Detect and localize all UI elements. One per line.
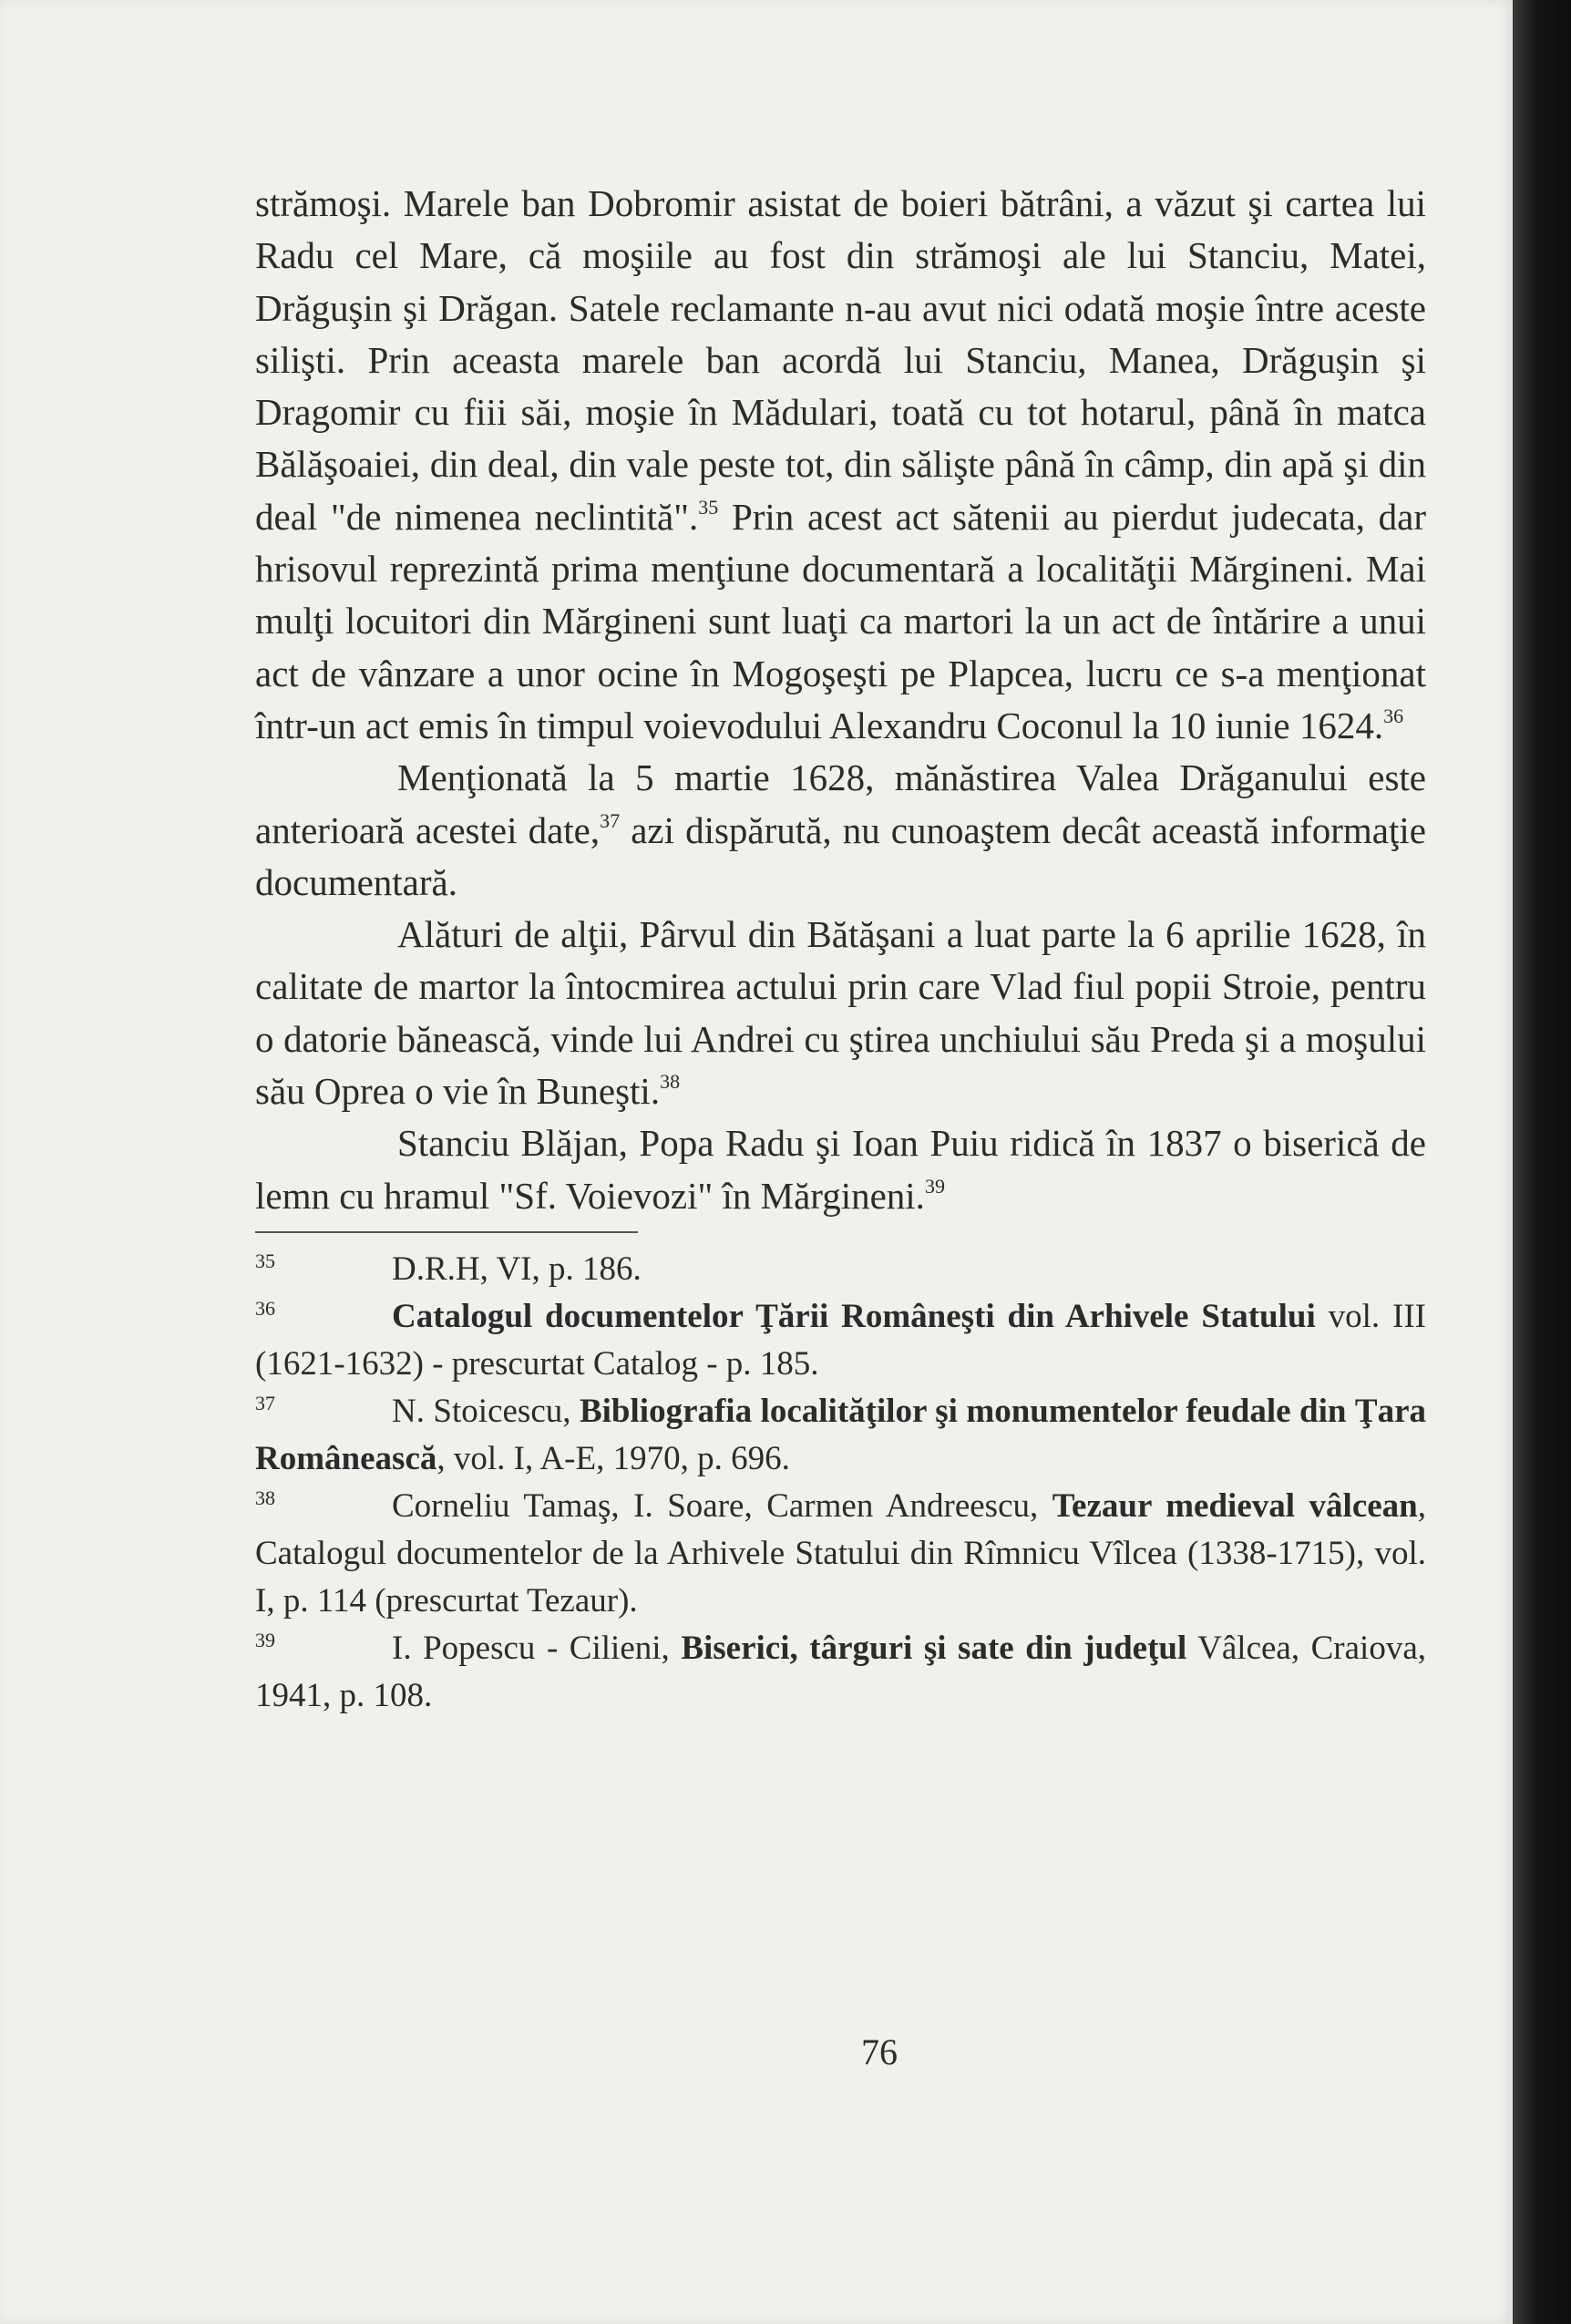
footnote-ref-39: 39 — [924, 1174, 945, 1198]
footnote-ref-37: 37 — [600, 808, 621, 832]
paragraph-3: Alături de alţii, Pârvul din Bătăşani a luat parte la 6 aprilie 1628, în calitate de martor la întocmirea actului prin care Vlad fiul popii Stroie, pentru o datorie bănească, vinde lui Andrei cu ştirea unchiului său Preda şi a moşului său Oprea o vie în Buneşti.$^{38}$ — [255, 913, 1426, 1113]
footnotes — [255, 1246, 1426, 1720]
footnote-ref-38: 38 — [660, 1070, 681, 1094]
footnote-35: 35 D.R.H, VI, p. 186. — [255, 1249, 642, 1288]
footnote-39: 39 I. Popescu - Cilieni, Biserici, târguri şi sate din judeţul Vâlcea, Craiova, 1941, p. 108. — [255, 1628, 1427, 1714]
footnote-36: 36 Catalogul documentelor Ţării Româneşti din Arhivele Statului vol. III (1621-1632) - prescurtat Catalog - p. 185. — [255, 1296, 1426, 1383]
footnote-38: 38 Corneliu Tamaş, I. Soare, Carmen Andreescu, Tezaur medieval vâlcean, Catalogul documentelor de la Arhivele Statului din Rîmnicu Vîlcea (1338-1715), vol. I, p. 114 (prescurtat Tezaur). — [255, 1486, 1426, 1620]
paragraph-2: Menţionată la 5 martie 1628, mănăstirea Valea Drăganului este anterioară acestei date,$^{37}$ azi dispărută, nu cunoaştem decât această informaţie documentară. — [255, 756, 1426, 903]
footnote-37: 37 N. Stoicescu, Bibliografia localităţilor şi monumentelor feudale din Ţara Românească, vol. I, A-E, 1970, p. 696. — [255, 1391, 1426, 1477]
footnote-divider — [255, 1231, 638, 1233]
paragraph-1: strămoşi. Marele ban Dobromir asistat de boieri bătrâni, a văzut şi cartea lui Radu cel Mare, că moşiile au fost din strămoşi ale lui Stanciu, Matei, Drăguşin şi Drăgan. Satele reclamante n-au avut nici odată moşie între aceste silişti. Prin aceasta marele ban acordă lui Stanciu, Manea, Drăguşin şi Dragomir cu fiii săi, moşie în Mădulari, toată cu tot hotarul, până în matca Bălăşoaiei, din deal, din vale peste tot, din sălişte până în câmp, din apă şi din deal "de nimenea neclintită".$^{35}$ Prin acest act sătenii au pierdut judecata, dar hrisovul reprezintă prima menţiune documentară a localităţii Mărgineni. Mai mulţi locuitori din Mărgineni sunt luaţi ca martori la un act de întărire a unui act de vânzare a unor ocine în Mogoşeşti pe Plapcea, lucru ce s-a menţionat într-un act emis în timpul voievodului Alexandru Coconul la 10 iunie 1624.36 — [255, 182, 1426, 746]
page-number: 76 — [861, 2031, 898, 2072]
footnote-ref-36: 36 — [1383, 704, 1404, 728]
paragraph-4: Stanciu Blăjan, Popa Radu şi Ioan Puiu ridică în 1837 o biserică de lemn cu hramul "Sf. Voievozi" în Mărgineni.$^{39}$ — [255, 1122, 1426, 1217]
main-text — [255, 178, 1426, 1720]
footnote-ref-35: 35 — [698, 496, 719, 519]
book-edge — [1513, 0, 1571, 2324]
